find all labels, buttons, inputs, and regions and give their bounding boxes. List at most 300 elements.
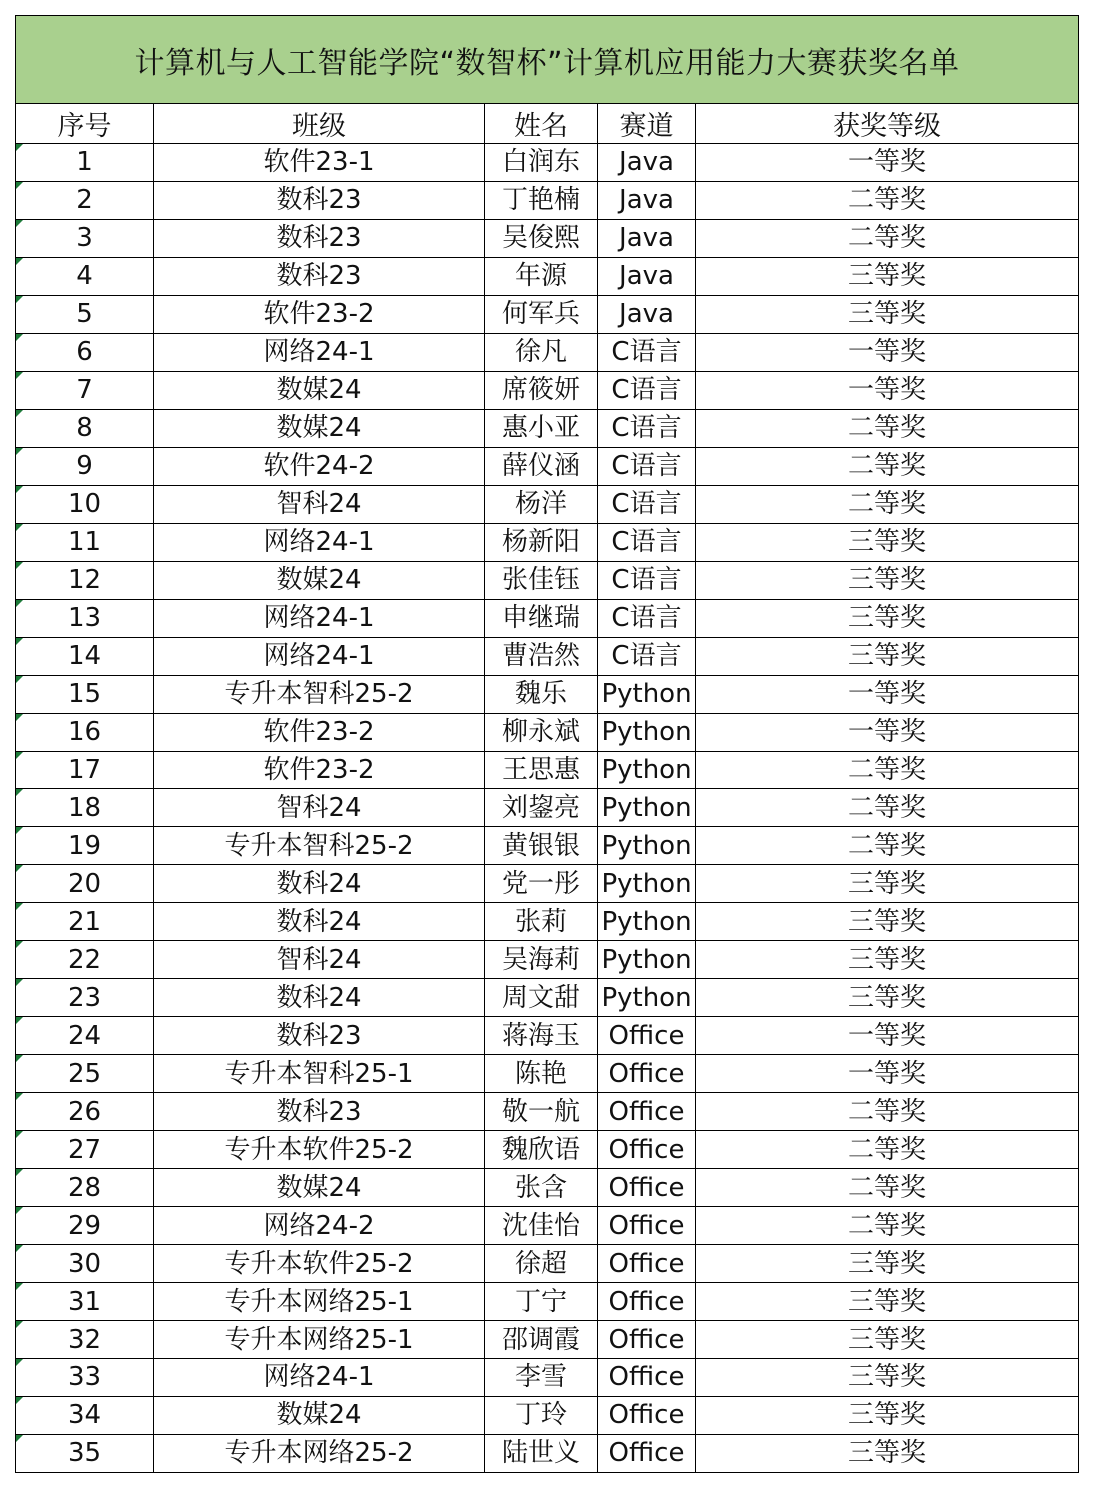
cell-class[interactable] <box>154 333 485 371</box>
cell-track[interactable] <box>598 1359 696 1397</box>
cell-award-level[interactable] <box>696 1093 1079 1131</box>
table-row <box>16 1434 1079 1472</box>
cell-index[interactable] <box>16 295 154 333</box>
cell-award-level[interactable] <box>696 371 1079 409</box>
cell-class[interactable] <box>154 371 485 409</box>
cell-class[interactable] <box>154 295 485 333</box>
table-row <box>16 144 1079 182</box>
cell-class[interactable] <box>154 1434 485 1472</box>
cell-index[interactable] <box>16 1017 154 1055</box>
cell-index[interactable] <box>16 903 154 941</box>
table-row <box>16 1245 1079 1283</box>
cell-index-text: 33 <box>67 1362 102 1393</box>
cell-award-level[interactable] <box>696 181 1079 219</box>
cell-index[interactable] <box>16 1321 154 1359</box>
cell-award-level[interactable] <box>696 485 1079 523</box>
cell-name[interactable] <box>485 1245 598 1283</box>
cell-class-text: 网络24-1 <box>263 337 375 368</box>
cell-index[interactable] <box>16 1359 154 1397</box>
cell-index[interactable] <box>16 751 154 789</box>
cell-index[interactable] <box>16 219 154 257</box>
error-indicator-icon <box>16 486 23 493</box>
cell-class-text: 软件23-2 <box>263 754 375 785</box>
cell-name[interactable] <box>485 903 598 941</box>
cell-name[interactable] <box>485 485 598 523</box>
cell-track[interactable] <box>598 257 696 295</box>
cell-name[interactable] <box>485 447 598 485</box>
error-indicator-icon <box>16 789 23 796</box>
cell-index-text: 11 <box>67 527 102 558</box>
cell-track[interactable] <box>598 751 696 789</box>
cell-track[interactable] <box>598 903 696 941</box>
cell-index-text: 23 <box>67 982 102 1013</box>
cell-class-text: 数媒24 <box>276 413 362 444</box>
cell-class[interactable] <box>154 865 485 903</box>
cell-award-level[interactable] <box>696 295 1079 333</box>
cell-class[interactable] <box>154 219 485 257</box>
cell-class[interactable] <box>154 713 485 751</box>
table-row <box>16 1396 1079 1434</box>
error-indicator-icon <box>16 865 23 872</box>
error-indicator-icon <box>16 410 23 417</box>
cell-index-text: 34 <box>67 1400 102 1431</box>
cell-class[interactable] <box>154 1245 485 1283</box>
cell-award-level-text: 二等奖 <box>847 223 926 254</box>
cell-award-level[interactable] <box>696 1131 1079 1169</box>
table-row <box>16 1055 1079 1093</box>
cell-track-text: Office <box>608 1096 685 1127</box>
cell-name[interactable] <box>485 219 598 257</box>
cell-index[interactable] <box>16 1283 154 1321</box>
cell-index-text: 12 <box>67 565 102 596</box>
cell-class[interactable] <box>154 181 485 219</box>
cell-award-level[interactable] <box>696 144 1079 182</box>
cell-track[interactable] <box>598 1055 696 1093</box>
cell-name[interactable] <box>485 599 598 637</box>
cell-name-text: 邵调霞 <box>501 1324 580 1355</box>
error-indicator-icon <box>16 600 23 607</box>
cell-award-level[interactable] <box>696 789 1079 827</box>
table-row <box>16 295 1079 333</box>
cell-track[interactable] <box>598 181 696 219</box>
header-track: 赛道 <box>598 104 696 144</box>
cell-class-text: 数科24 <box>276 868 362 899</box>
cell-track-text: Python <box>601 906 692 937</box>
cell-index[interactable] <box>16 675 154 713</box>
cell-class[interactable] <box>154 827 485 865</box>
cell-index[interactable] <box>16 1245 154 1283</box>
cell-name[interactable] <box>485 1169 598 1207</box>
cell-award-level[interactable] <box>696 1283 1079 1321</box>
cell-name-text: 蒋海玉 <box>501 1020 580 1051</box>
cell-class[interactable] <box>154 523 485 561</box>
cell-name[interactable] <box>485 865 598 903</box>
cell-class-text: 数科23 <box>276 1096 362 1127</box>
cell-track[interactable] <box>598 1283 696 1321</box>
cell-award-level[interactable] <box>696 1245 1079 1283</box>
cell-award-level-text: 三等奖 <box>847 1400 926 1431</box>
cell-class[interactable] <box>154 903 485 941</box>
cell-class[interactable] <box>154 1169 485 1207</box>
cell-name[interactable] <box>485 827 598 865</box>
cell-class-text: 网络24-1 <box>263 603 375 634</box>
cell-name[interactable] <box>485 1434 598 1472</box>
cell-award-level-text: 二等奖 <box>847 489 926 520</box>
cell-name[interactable] <box>485 561 598 599</box>
cell-class[interactable] <box>154 409 485 447</box>
header-class: 班级 <box>154 104 485 144</box>
cell-award-level-text: 二等奖 <box>847 451 926 482</box>
cell-class[interactable] <box>154 1017 485 1055</box>
cell-class[interactable] <box>154 561 485 599</box>
cell-class[interactable] <box>154 1207 485 1245</box>
cell-index-text: 20 <box>67 868 102 899</box>
cell-award-level-text: 二等奖 <box>847 185 926 216</box>
cell-class-text: 数科24 <box>276 982 362 1013</box>
cell-index[interactable] <box>16 827 154 865</box>
cell-name[interactable] <box>485 751 598 789</box>
cell-index-text: 5 <box>76 299 93 330</box>
cell-class[interactable] <box>154 1283 485 1321</box>
cell-index[interactable] <box>16 485 154 523</box>
cell-index-text: 30 <box>67 1248 102 1279</box>
error-indicator-icon <box>16 1055 23 1062</box>
cell-name-text: 丁艳楠 <box>501 185 580 216</box>
cell-index-text: 8 <box>76 413 93 444</box>
cell-award-level-text: 三等奖 <box>847 261 926 292</box>
cell-track[interactable] <box>598 447 696 485</box>
cell-class[interactable] <box>154 941 485 979</box>
cell-index[interactable] <box>16 181 154 219</box>
cell-name-text: 年源 <box>514 261 567 292</box>
cell-track[interactable] <box>598 789 696 827</box>
cell-name[interactable] <box>485 1359 598 1397</box>
cell-class[interactable] <box>154 1131 485 1169</box>
cell-name[interactable] <box>485 637 598 675</box>
table-row <box>16 1131 1079 1169</box>
cell-track-text: Java <box>619 147 674 178</box>
cell-class[interactable] <box>154 751 485 789</box>
cell-class-text: 软件23-1 <box>263 147 375 178</box>
cell-class[interactable] <box>154 599 485 637</box>
cell-index-text: 29 <box>67 1210 102 1241</box>
cell-award-level-text: 一等奖 <box>847 717 926 748</box>
cell-index[interactable] <box>16 409 154 447</box>
header-award-level: 获奖等级 <box>696 104 1079 144</box>
cell-track[interactable] <box>598 1321 696 1359</box>
cell-award-level[interactable] <box>696 523 1079 561</box>
cell-index[interactable] <box>16 1131 154 1169</box>
cell-name[interactable] <box>485 523 598 561</box>
cell-index[interactable] <box>16 1055 154 1093</box>
cell-index-text: 2 <box>76 185 93 216</box>
cell-name-text: 黄银银 <box>501 830 580 861</box>
cell-name[interactable] <box>485 333 598 371</box>
cell-class[interactable] <box>154 447 485 485</box>
cell-class-text: 专升本软件25-2 <box>224 1248 414 1279</box>
cell-name-text: 惠小亚 <box>501 413 580 444</box>
cell-class-text: 专升本网络25-1 <box>224 1286 414 1317</box>
cell-name[interactable] <box>485 979 598 1017</box>
cell-award-level-text: 二等奖 <box>847 1172 926 1203</box>
cell-track[interactable] <box>598 1396 696 1434</box>
cell-class[interactable] <box>154 257 485 295</box>
cell-award-level-text: 三等奖 <box>847 603 926 634</box>
table-row <box>16 1207 1079 1245</box>
cell-track[interactable] <box>598 295 696 333</box>
cell-track[interactable] <box>598 979 696 1017</box>
error-indicator-icon <box>16 144 23 151</box>
cell-index[interactable] <box>16 865 154 903</box>
cell-track[interactable] <box>598 1245 696 1283</box>
cell-index[interactable] <box>16 447 154 485</box>
cell-track[interactable] <box>598 675 696 713</box>
cell-award-level[interactable] <box>696 675 1079 713</box>
cell-name[interactable] <box>485 181 598 219</box>
cell-award-level[interactable] <box>696 447 1079 485</box>
cell-track[interactable] <box>598 1169 696 1207</box>
error-indicator-icon <box>16 372 23 379</box>
cell-index[interactable] <box>16 561 154 599</box>
cell-track[interactable] <box>598 713 696 751</box>
cell-class-text: 软件24-2 <box>263 451 375 482</box>
cell-class[interactable] <box>154 1321 485 1359</box>
table-row <box>16 827 1079 865</box>
cell-award-level[interactable] <box>696 751 1079 789</box>
cell-track-text: Office <box>608 1286 685 1317</box>
error-indicator-icon <box>16 562 23 569</box>
cell-name-text: 沈佳怡 <box>501 1210 580 1241</box>
table-row <box>16 371 1079 409</box>
cell-award-level[interactable] <box>696 1055 1079 1093</box>
error-indicator-icon <box>16 1207 23 1214</box>
table-row <box>16 485 1079 523</box>
cell-track[interactable] <box>598 219 696 257</box>
cell-track-text: Office <box>608 1400 685 1431</box>
cell-index-text: 19 <box>67 830 102 861</box>
cell-track[interactable] <box>598 1017 696 1055</box>
cell-track-text: Python <box>601 830 692 861</box>
cell-award-level[interactable] <box>696 599 1079 637</box>
cell-index[interactable] <box>16 941 154 979</box>
cell-award-level[interactable] <box>696 1396 1079 1434</box>
cell-name[interactable] <box>485 371 598 409</box>
cell-award-level[interactable] <box>696 979 1079 1017</box>
cell-award-level[interactable] <box>696 409 1079 447</box>
cell-index-text: 13 <box>67 603 102 634</box>
cell-award-level[interactable] <box>696 561 1079 599</box>
cell-class[interactable] <box>154 1396 485 1434</box>
cell-award-level[interactable] <box>696 257 1079 295</box>
cell-track[interactable] <box>598 599 696 637</box>
cell-name-text: 张莉 <box>514 906 567 937</box>
cell-index[interactable] <box>16 1396 154 1434</box>
cell-class-text: 专升本智科25-1 <box>224 1058 414 1089</box>
error-indicator-icon <box>16 1017 23 1024</box>
cell-name[interactable] <box>485 1093 598 1131</box>
cell-class-text: 数科23 <box>276 1020 362 1051</box>
cell-class[interactable] <box>154 675 485 713</box>
cell-award-level-text: 三等奖 <box>847 868 926 899</box>
cell-award-level[interactable] <box>696 1169 1079 1207</box>
cell-class-text: 网络24-1 <box>263 1362 375 1393</box>
cell-award-level[interactable] <box>696 1359 1079 1397</box>
cell-name[interactable] <box>485 257 598 295</box>
cell-index-text: 17 <box>67 754 102 785</box>
table-row <box>16 523 1079 561</box>
cell-track[interactable] <box>598 561 696 599</box>
table-row <box>16 599 1079 637</box>
cell-award-level[interactable] <box>696 333 1079 371</box>
error-indicator-icon <box>16 182 23 189</box>
cell-award-level[interactable] <box>696 219 1079 257</box>
cell-name-text: 李雪 <box>514 1362 567 1393</box>
cell-track[interactable] <box>598 333 696 371</box>
cell-name-text: 魏乐 <box>514 679 567 710</box>
cell-name-text: 周文甜 <box>501 982 580 1013</box>
cell-track-text: Python <box>601 792 692 823</box>
cell-track[interactable] <box>598 865 696 903</box>
cell-class-text: 专升本智科25-2 <box>224 830 414 861</box>
cell-track-text: Java <box>619 299 674 330</box>
cell-name[interactable] <box>485 1321 598 1359</box>
cell-class[interactable] <box>154 1093 485 1131</box>
cell-track-text: Python <box>601 868 692 899</box>
cell-track[interactable] <box>598 485 696 523</box>
cell-award-level[interactable] <box>696 1321 1079 1359</box>
cell-name[interactable] <box>485 941 598 979</box>
cell-award-level-text: 二等奖 <box>847 830 926 861</box>
cell-track-text: Office <box>608 1172 685 1203</box>
cell-track[interactable] <box>598 1434 696 1472</box>
cell-index[interactable] <box>16 637 154 675</box>
table-row <box>16 1321 1079 1359</box>
cell-award-level[interactable] <box>696 637 1079 675</box>
cell-name[interactable] <box>485 1396 598 1434</box>
cell-index[interactable] <box>16 713 154 751</box>
table-row <box>16 789 1079 827</box>
cell-index[interactable] <box>16 371 154 409</box>
cell-award-level-text: 一等奖 <box>847 679 926 710</box>
cell-name[interactable] <box>485 1055 598 1093</box>
table-row <box>16 561 1079 599</box>
cell-award-level[interactable] <box>696 1434 1079 1472</box>
table-row <box>16 979 1079 1017</box>
cell-index-text: 27 <box>67 1134 102 1165</box>
cell-award-level-text: 一等奖 <box>847 337 926 368</box>
cell-track[interactable] <box>598 1207 696 1245</box>
error-indicator-icon <box>16 979 23 986</box>
cell-track-text: C语言 <box>611 603 682 634</box>
cell-name[interactable] <box>485 713 598 751</box>
cell-name[interactable] <box>485 1207 598 1245</box>
cell-index-text: 15 <box>67 679 102 710</box>
cell-award-level[interactable] <box>696 827 1079 865</box>
cell-track[interactable] <box>598 371 696 409</box>
cell-class[interactable] <box>154 979 485 1017</box>
cell-name[interactable] <box>485 144 598 182</box>
cell-index[interactable] <box>16 1434 154 1472</box>
cell-track-text: Office <box>608 1134 685 1165</box>
cell-name[interactable] <box>485 1017 598 1055</box>
cell-index-text: 22 <box>67 944 102 975</box>
cell-class[interactable] <box>154 1055 485 1093</box>
cell-track-text: Office <box>608 1324 685 1355</box>
cell-track-text: C语言 <box>611 451 682 482</box>
error-indicator-icon <box>16 524 23 531</box>
cell-award-level[interactable] <box>696 1207 1079 1245</box>
cell-track[interactable] <box>598 1093 696 1131</box>
cell-award-level-text: 二等奖 <box>847 1210 926 1241</box>
cell-index[interactable] <box>16 979 154 1017</box>
table-row <box>16 637 1079 675</box>
cell-name-text: 曹浩然 <box>501 641 580 672</box>
cell-name[interactable] <box>485 409 598 447</box>
header-index: 序号 <box>16 104 154 144</box>
cell-name-text: 张佳钰 <box>501 565 580 596</box>
cell-class[interactable] <box>154 1359 485 1397</box>
cell-track-text: Python <box>601 717 692 748</box>
cell-class[interactable] <box>154 144 485 182</box>
cell-name-text: 丁宁 <box>514 1286 567 1317</box>
cell-name[interactable] <box>485 675 598 713</box>
cell-award-level[interactable] <box>696 903 1079 941</box>
cell-class-text: 专升本智科25-2 <box>224 679 414 710</box>
cell-class[interactable] <box>154 637 485 675</box>
cell-track[interactable] <box>598 409 696 447</box>
error-indicator-icon <box>16 1359 23 1366</box>
cell-index[interactable] <box>16 257 154 295</box>
cell-class[interactable] <box>154 789 485 827</box>
cell-track-text: Python <box>601 944 692 975</box>
cell-index[interactable] <box>16 789 154 827</box>
cell-track[interactable] <box>598 1131 696 1169</box>
cell-track[interactable] <box>598 637 696 675</box>
cell-name[interactable] <box>485 1283 598 1321</box>
cell-name[interactable] <box>485 789 598 827</box>
cell-index[interactable] <box>16 523 154 561</box>
cell-index-text: 24 <box>67 1020 102 1051</box>
cell-index[interactable] <box>16 1093 154 1131</box>
cell-index[interactable] <box>16 144 154 182</box>
table-row <box>16 333 1079 371</box>
cell-class-text: 数媒24 <box>276 375 362 406</box>
error-indicator-icon <box>16 220 23 227</box>
cell-class[interactable] <box>154 485 485 523</box>
cell-index[interactable] <box>16 1169 154 1207</box>
cell-award-level[interactable] <box>696 1017 1079 1055</box>
cell-award-level-text: 三等奖 <box>847 641 926 672</box>
cell-track[interactable] <box>598 523 696 561</box>
error-indicator-icon <box>16 1131 23 1138</box>
cell-award-level-text: 三等奖 <box>847 1286 926 1317</box>
cell-track[interactable] <box>598 941 696 979</box>
cell-track-text: Python <box>601 679 692 710</box>
cell-award-level[interactable] <box>696 865 1079 903</box>
cell-index[interactable] <box>16 333 154 371</box>
cell-track[interactable] <box>598 827 696 865</box>
cell-award-level-text: 三等奖 <box>847 1438 926 1469</box>
cell-award-level[interactable] <box>696 941 1079 979</box>
cell-track-text: Office <box>608 1210 685 1241</box>
cell-index[interactable] <box>16 1207 154 1245</box>
cell-award-level-text: 二等奖 <box>847 413 926 444</box>
cell-track[interactable] <box>598 144 696 182</box>
cell-name[interactable] <box>485 1131 598 1169</box>
cell-award-level[interactable] <box>696 713 1079 751</box>
cell-index[interactable] <box>16 599 154 637</box>
cell-name[interactable] <box>485 295 598 333</box>
